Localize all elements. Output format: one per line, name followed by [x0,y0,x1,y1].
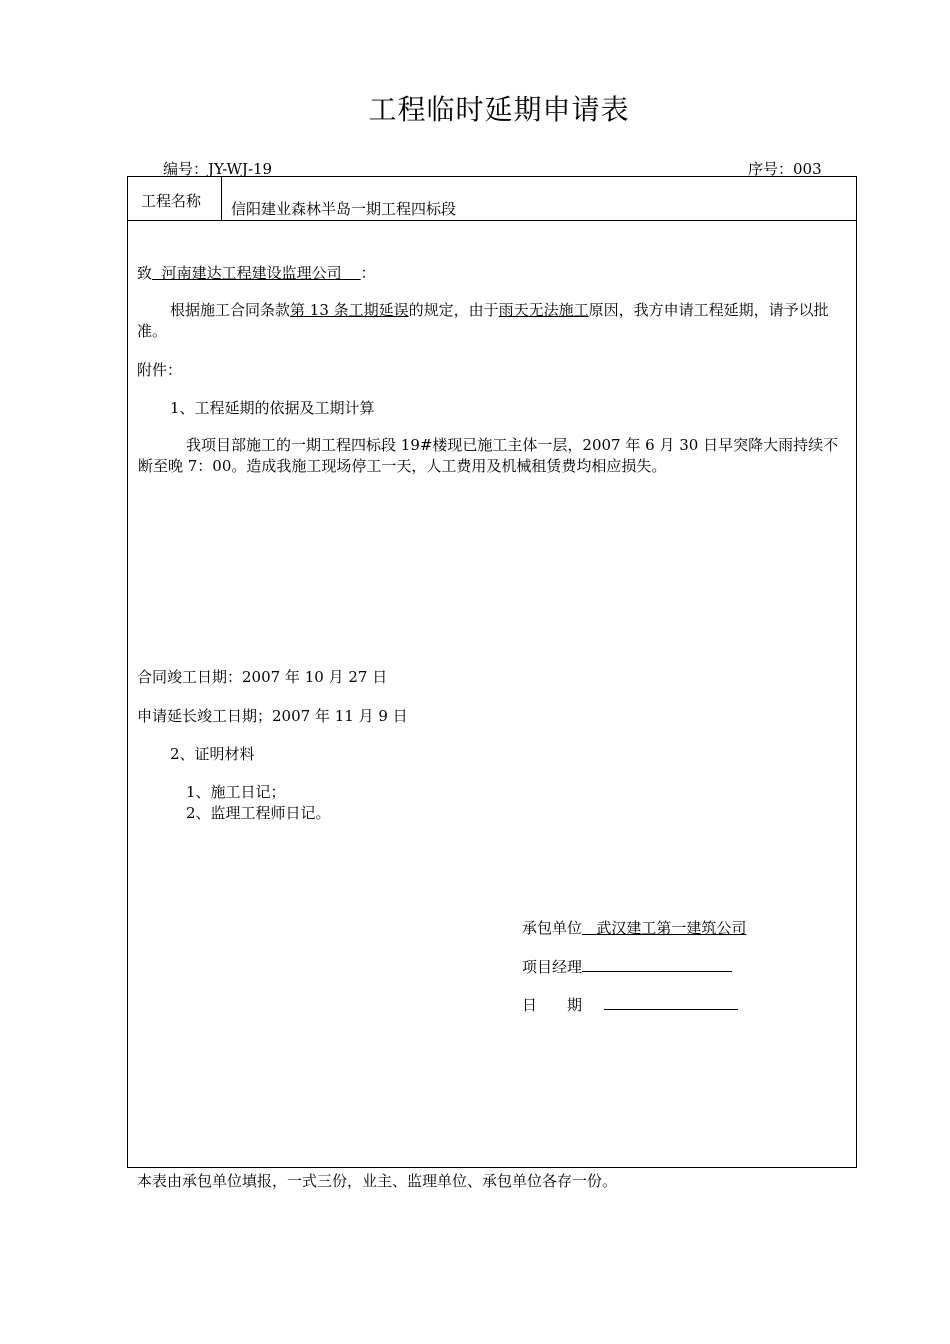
contractor-line [522,917,746,938]
date-line [522,994,738,1015]
footer-note: 本表由承包单位填报，一式三份，业主、监理单位、承包单位各存一份。 [137,1172,618,1190]
page-title: 工程临时延期申请表 [368,93,630,126]
item2-heading: 2、证明材料 [170,745,255,763]
date-blank [604,995,738,1010]
project-name-label: 工程名称 [141,192,202,210]
row-divider [127,220,857,221]
addressee-suffix: ： [360,264,376,282]
date-label: 日 期 [522,996,583,1014]
requested-completion-date: 申请延长竣工日期；2007 年 11 月 9 日 [137,707,408,725]
evidence-item: 2、监理工程师日记。 [186,804,331,822]
manager-label: 项目经理 [522,958,583,976]
contractor-name: 武汉建工第一建筑公司 [596,919,747,937]
contractor-label: 承包单位 [522,919,583,937]
delay-reason: 雨天无法施工 [498,301,589,319]
addressee-line [137,262,376,283]
attachments-label: 附件： [137,361,183,379]
request-paragraph: 根据施工合同条款第 13 条工期延误的规定，由于雨天无法施工原因，我方申请工程延期，请予以批准。 [137,301,829,340]
addressee-recipient: 河南建达工程建设监理公司 [161,264,342,282]
manager-signature-blank [582,957,732,972]
column-divider [221,176,222,220]
sequence-number: 序号：003 [748,160,822,178]
item1-text: 我项目部施工的一期工程四标段 19#楼现已施工主体一层，2007 年 6 月 30 日早突降大雨持续不断至晚 7：00。造成我施工现场停工一天，人工费用及机械租赁费均相应损失。 [138,436,839,475]
contract-clause: 第 13 条工期延误 [290,301,409,319]
item1-heading: 1、工程延期的依据及工期计算 [170,399,375,417]
serial-number: 编号：JY-WJ-19 [163,160,273,178]
manager-line [522,956,732,977]
evidence-item: 1、施工日记； [186,783,286,801]
addressee-prefix: 致 [137,264,153,282]
contract-completion-date: 合同竣工日期：2007 年 10 月 27 日 [137,668,388,686]
project-name-value: 信阳建业森林半岛一期工程四标段 [231,200,457,218]
